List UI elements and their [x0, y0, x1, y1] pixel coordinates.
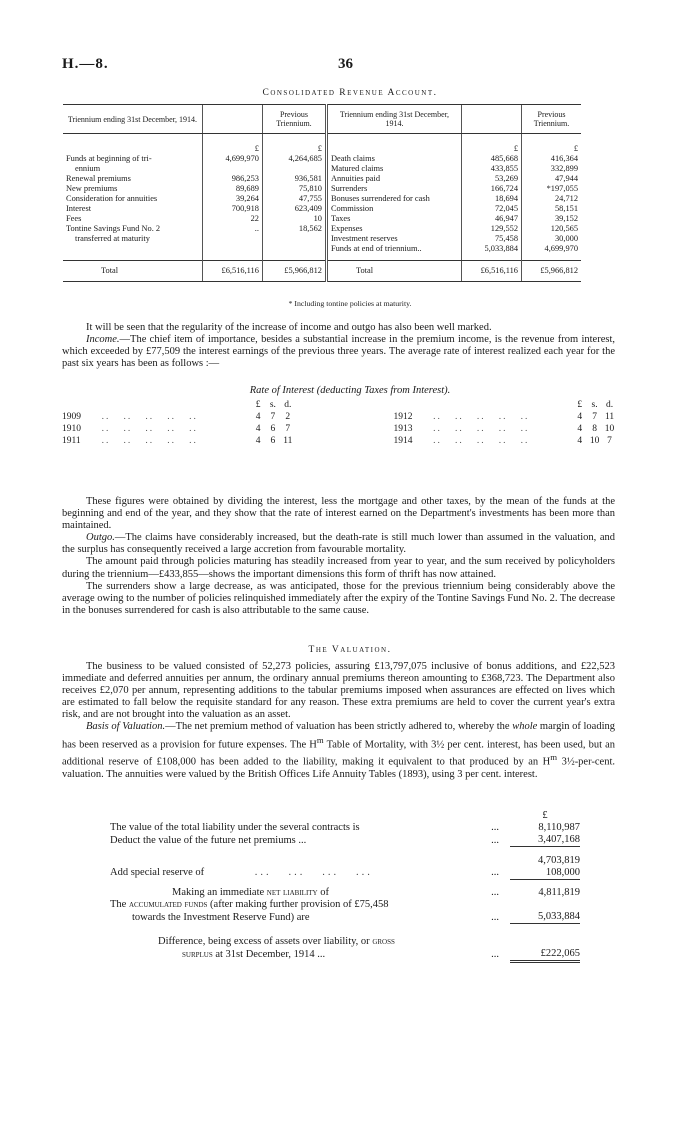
rate-pounds: 4 — [577, 412, 583, 422]
income-previous: 623,409 — [262, 204, 326, 214]
year: 1909 — [62, 412, 81, 422]
summary-currency-row — [110, 810, 580, 822]
rate-pence: 11 — [283, 436, 293, 446]
outgo-previous: 120,565 — [522, 224, 582, 234]
outgo-previous: 24,712 — [522, 194, 582, 204]
currency-row — [63, 134, 581, 155]
subtotal-value: 4,703,819 — [538, 854, 580, 866]
year: 1910 — [62, 424, 81, 434]
income-previous: 47,755 — [262, 194, 326, 204]
intro-paragraphs — [62, 322, 615, 370]
basis-text: —The net premium method of valuation has been strictly adhered to, whereby the — [165, 721, 513, 733]
account-title: Consolidated Revenue Account. — [262, 88, 438, 98]
income-previous: 10 — [262, 214, 326, 224]
outgo-total-previous: £5,966,812 — [522, 261, 582, 282]
outgo-current: 5,033,884 — [462, 244, 522, 254]
outgo-previous: 30,000 — [522, 234, 582, 244]
basis-text: 3½-per-cent. valuation. The annuities were valued by the British Offices Life Annuity Tables (1893), using 3 per cent. interest. — [62, 756, 615, 780]
basis-text: Table of Mortality, with 3½ per cent. interest, has been used, but an additional reserve of £108,000 has been added to the liability, making it equivalent to that produced by an H — [62, 739, 615, 768]
account-row — [63, 244, 581, 254]
currency-mark: £ — [542, 810, 548, 821]
account-row — [63, 164, 581, 174]
account-row — [63, 234, 581, 244]
rate-pence: 7 — [285, 424, 291, 434]
income-previous: 936,581 — [262, 174, 326, 184]
income-total-previous: £5,966,812 — [262, 261, 326, 282]
account-row — [63, 184, 581, 194]
unit-pence: d. — [284, 400, 292, 410]
rate-header-row — [62, 399, 617, 411]
label-text: Making an immediate — [172, 887, 265, 898]
difference-label-continued — [110, 948, 480, 962]
unit-shilling: s. — [591, 400, 598, 410]
outgo-total-current: £6,516,116 — [462, 261, 522, 282]
income-text: —The chief item of importance, besides a substantial increase in the premium income, is the revenue from interest, which exceeded by £77,509 the interest earnings of the previous three years. The average rate of interest realized each year for the past six years has been as follows :— — [62, 334, 615, 370]
account-row — [63, 204, 581, 214]
outgo-previous: *197,055 — [522, 184, 582, 194]
label-text: of — [320, 887, 329, 898]
basis-emphasis: whole — [512, 721, 538, 733]
income-total-current: £6,516,116 — [202, 261, 262, 282]
income-previous — [262, 244, 326, 254]
basis-text: margin of loading has been reserved as a provision for future expenses. The H — [62, 721, 615, 751]
difference-label — [110, 936, 480, 948]
income-current: 89,689 — [202, 184, 262, 194]
outgo-label: Surrenders — [326, 184, 461, 194]
figures-paragraph: These figures were obtained by dividing the interest, less the mortgage and other taxes, by the mean of the funds at the beginning and end of the year, and they show that the rate of interest earned on the Department's investments has been more than maintained. — [62, 496, 615, 532]
rate-row — [62, 435, 617, 447]
rate-shillings: 6 — [270, 424, 276, 434]
outgo-label: Annuities paid — [326, 174, 461, 184]
outgo-previous: 58,151 — [522, 204, 582, 214]
income-label: transferred at maturity — [75, 234, 150, 243]
unit-shilling: s. — [269, 400, 276, 410]
outgo-previous: 332,899 — [522, 164, 582, 174]
page-number: 36 — [338, 56, 353, 72]
special-reserve-label — [110, 867, 480, 880]
income-current — [202, 234, 262, 244]
account-row — [63, 194, 581, 204]
leader-dots: .. .. .. .. .. — [101, 424, 198, 434]
interest-rate-table — [62, 399, 617, 447]
income-label: Funds at beginning of tri- — [66, 154, 152, 163]
valuation-paragraphs — [62, 661, 615, 781]
income-current: 986,253 — [202, 174, 262, 184]
income-previous: 18,562 — [262, 224, 326, 234]
outgo-label: Investment reserves — [326, 234, 461, 244]
label-text: at 31st December, 1914 ... — [215, 949, 326, 960]
basis-paragraph — [62, 721, 615, 780]
account-row — [63, 174, 581, 184]
basis-heading: Basis of Valuation. — [86, 721, 166, 733]
leader-dots: .. .. .. .. .. — [101, 436, 198, 446]
leader-dots: ... — [491, 834, 499, 846]
outgo-previous: 39,152 — [522, 214, 582, 224]
label-text: (after making further provision of £75,458 — [210, 899, 389, 910]
income-label: New premiums — [66, 184, 118, 193]
deduct-value: 3,407,168 — [510, 834, 580, 847]
rate-pence: 11 — [604, 412, 615, 422]
summary-row — [110, 911, 580, 924]
unit-pence: d. — [605, 400, 614, 410]
account-row — [63, 154, 581, 164]
leader-dots: ... — [491, 949, 499, 960]
superscript: m — [316, 734, 324, 745]
leader-dots: ... ... ... ... — [254, 867, 373, 878]
currency-mark: £ — [202, 134, 262, 155]
outgo-current: 75,458 — [462, 234, 522, 244]
outgo-current-header — [462, 105, 522, 134]
income-previous: 4,264,685 — [262, 154, 326, 164]
summary-row — [110, 887, 580, 899]
income-label: Interest — [66, 204, 92, 213]
rate-shillings: 8 — [592, 424, 597, 434]
total-liability-value: 8,110,987 — [538, 822, 580, 833]
income-current: 39,264 — [202, 194, 262, 204]
rate-pounds: 4 — [577, 436, 583, 446]
income-paragraph — [62, 334, 615, 370]
net-liability-label — [110, 887, 480, 899]
income-current: 4,699,970 — [202, 154, 262, 164]
label-text: Difference, being excess of assets over liability, or — [158, 935, 370, 947]
account-footnote: * Including tontine policies at maturity. — [288, 299, 412, 308]
outgo-label: Expenses — [326, 224, 461, 234]
label-text: gross — [372, 935, 395, 947]
income-total-label: Total — [63, 261, 202, 282]
rate-shillings: 6 — [270, 436, 276, 446]
outgo-label: Death claims — [326, 154, 461, 164]
leader-dots: ... — [491, 867, 499, 878]
special-reserve-text: Add special reserve of — [110, 867, 205, 878]
unit-pound: £ — [577, 400, 583, 410]
income-current: 700,918 — [202, 204, 262, 214]
income-label: Renewal premiums — [66, 174, 131, 183]
currency-mark: £ — [262, 134, 326, 155]
year: 1912 — [393, 412, 413, 422]
rate-pence: 7 — [607, 436, 612, 446]
outgo-label: Funds at end of triennium.. — [326, 244, 461, 254]
rate-pence: 10 — [604, 424, 615, 434]
unit-pound: £ — [255, 400, 261, 410]
revenue-account-table — [63, 104, 581, 282]
year: 1914 — [393, 436, 413, 446]
outgo-current: 46,947 — [462, 214, 522, 224]
rate-pounds: 4 — [255, 424, 261, 434]
outgo-label: Commission — [326, 204, 461, 214]
leader-dots: .. .. .. .. .. — [101, 412, 198, 422]
income-previous-header: Previous Triennium. — [262, 105, 326, 134]
income-label: ennium — [75, 164, 101, 173]
net-liability-value: 4,811,819 — [538, 887, 580, 898]
valuation-title: The Valuation. — [308, 645, 392, 655]
outgo-label: Matured claims — [326, 164, 461, 174]
special-reserve-value: 108,000 — [510, 867, 580, 880]
leader-dots: .. .. .. .. .. — [433, 436, 530, 446]
income-label: Fees — [66, 214, 82, 223]
income-current: 22 — [202, 214, 262, 224]
totals-row — [63, 261, 581, 282]
report-code: H.—8. — [62, 56, 109, 72]
deduct-label: Deduct the value of the future net premiums ... — [110, 834, 307, 846]
funds-label-continued: towards the Investment Reserve Fund) are — [132, 911, 310, 923]
gross-surplus-value: £222,065 — [510, 948, 580, 962]
account-row — [63, 214, 581, 224]
rate-shillings: 10 — [589, 436, 600, 446]
outgo-current: 72,045 — [462, 204, 522, 214]
rate-table-title: Rate of Interest (deducting Taxes from Interest). — [249, 385, 451, 396]
income-heading: Income. — [86, 334, 120, 346]
outgo-current: 18,694 — [462, 194, 522, 204]
outgo-label: Taxes — [326, 214, 461, 224]
year: 1911 — [62, 436, 81, 446]
income-previous: 75,810 — [262, 184, 326, 194]
outgo-text: —The claims have considerably increased, but the death-rate is still much lower than assumed in the valuation, and the surplus has consequently received a large accretion from favourable mortality. — [62, 532, 615, 556]
income-current-header — [202, 105, 262, 134]
outgo-current: 485,668 — [462, 154, 522, 164]
label-text: surplus — [182, 949, 213, 960]
summary-row — [110, 834, 580, 847]
summary-row — [110, 867, 580, 880]
account-row — [63, 224, 581, 234]
leader-dots: ... — [491, 911, 499, 923]
outgo-label: Bonuses surrendered for cash — [326, 194, 461, 204]
accumulated-funds-value: 5,033,884 — [510, 911, 580, 924]
rate-shillings: 7 — [592, 412, 597, 422]
outgo-previous-header: Previous Triennium. — [522, 105, 582, 134]
rate-pounds: 4 — [577, 424, 583, 434]
year: 1913 — [393, 424, 413, 434]
outgo-current: 129,552 — [462, 224, 522, 234]
regularity-paragraph: It will be seen that the regularity of the increase of income and outgo has also been well marked. — [86, 322, 492, 333]
outgo-total-label: Total — [326, 261, 461, 282]
rate-row — [62, 411, 617, 423]
funds-label — [110, 899, 480, 911]
outgo-heading: Outgo. — [86, 532, 115, 544]
valuation-paragraph: The business to be valued consisted of 52,273 policies, assuring £13,797,075 inclusive of bonus additions, and £22,523 immediate and deferred annuities per annum, the ordinary annual premiums thereon amounting to £368,723. The Department also receives £2,070 per annum, representing additions to the tabular premiums imposed when assurances are effected on lives which are estimated to fall below the requisite standard for any reason. These extra premiums are held to cover the current year's extra risk, and are not brought into the valuation as an asset. — [62, 661, 615, 721]
income-label — [63, 244, 202, 254]
outgo-current: 433,855 — [462, 164, 522, 174]
valuation-summary — [110, 810, 580, 963]
label-text: net liability — [266, 887, 318, 898]
income-current — [202, 244, 262, 254]
income-previous — [262, 234, 326, 244]
label-text: The — [110, 899, 127, 910]
outgo-previous: 4,699,970 — [522, 244, 582, 254]
rate-pence: 2 — [285, 412, 291, 422]
outgo-previous: 416,364 — [522, 154, 582, 164]
summary-row — [110, 899, 580, 911]
surrenders-paragraph: The surrenders show a large decrease, as was anticipated, those for the previous triennium being considerably above the average owing to the number of policies relinquished immediately after the expiry of the Tontine Savings Fund No. 2. The decrease in the bonuses surrendered for cash is also attributable to the same cause. — [62, 580, 615, 616]
rate-shillings: 7 — [270, 412, 276, 422]
label-text: accumulated funds — [128, 899, 208, 910]
outgo-previous: 47,944 — [522, 174, 582, 184]
outgo-paragraph — [62, 532, 615, 556]
income-label: Tontine Savings Fund No. 2 — [66, 224, 161, 233]
summary-row — [110, 936, 580, 948]
leader-dots: ... — [491, 822, 499, 833]
rate-row — [62, 423, 617, 435]
income-column-header: Triennium ending 31st December, 1914. — [63, 105, 202, 134]
leader-dots: .. .. .. .. .. — [433, 412, 530, 422]
total-liability-label: The value of the total liability under the several contracts is — [110, 822, 360, 833]
income-previous — [262, 164, 326, 174]
income-current: .. — [202, 224, 262, 234]
analysis-paragraphs — [62, 496, 615, 617]
page-header — [62, 56, 620, 76]
outgo-column-header: Triennium ending 31st December, 1914. — [326, 105, 461, 134]
income-current — [202, 164, 262, 174]
currency-mark: £ — [522, 134, 582, 155]
table-header-row — [63, 105, 581, 134]
leader-dots: .. .. .. .. .. — [433, 424, 530, 434]
outgo-current: 53,269 — [462, 174, 522, 184]
outgo-current: 166,724 — [462, 184, 522, 194]
summary-row — [110, 948, 580, 962]
currency-mark: £ — [462, 134, 522, 155]
summary-row — [110, 855, 580, 867]
leader-dots: ... — [491, 887, 499, 898]
policies-paragraph: The amount paid through policies maturing has steadily increased from year to year, and the sum received by policyholders during the triennium—£433,855—shows the important dimensions this form of thrift has now attained. — [62, 556, 615, 580]
rate-pounds: 4 — [255, 436, 261, 446]
income-label: Consideration for annuities — [66, 194, 158, 203]
superscript: m — [550, 752, 558, 763]
rate-pounds: 4 — [255, 412, 261, 422]
summary-row — [110, 822, 580, 834]
